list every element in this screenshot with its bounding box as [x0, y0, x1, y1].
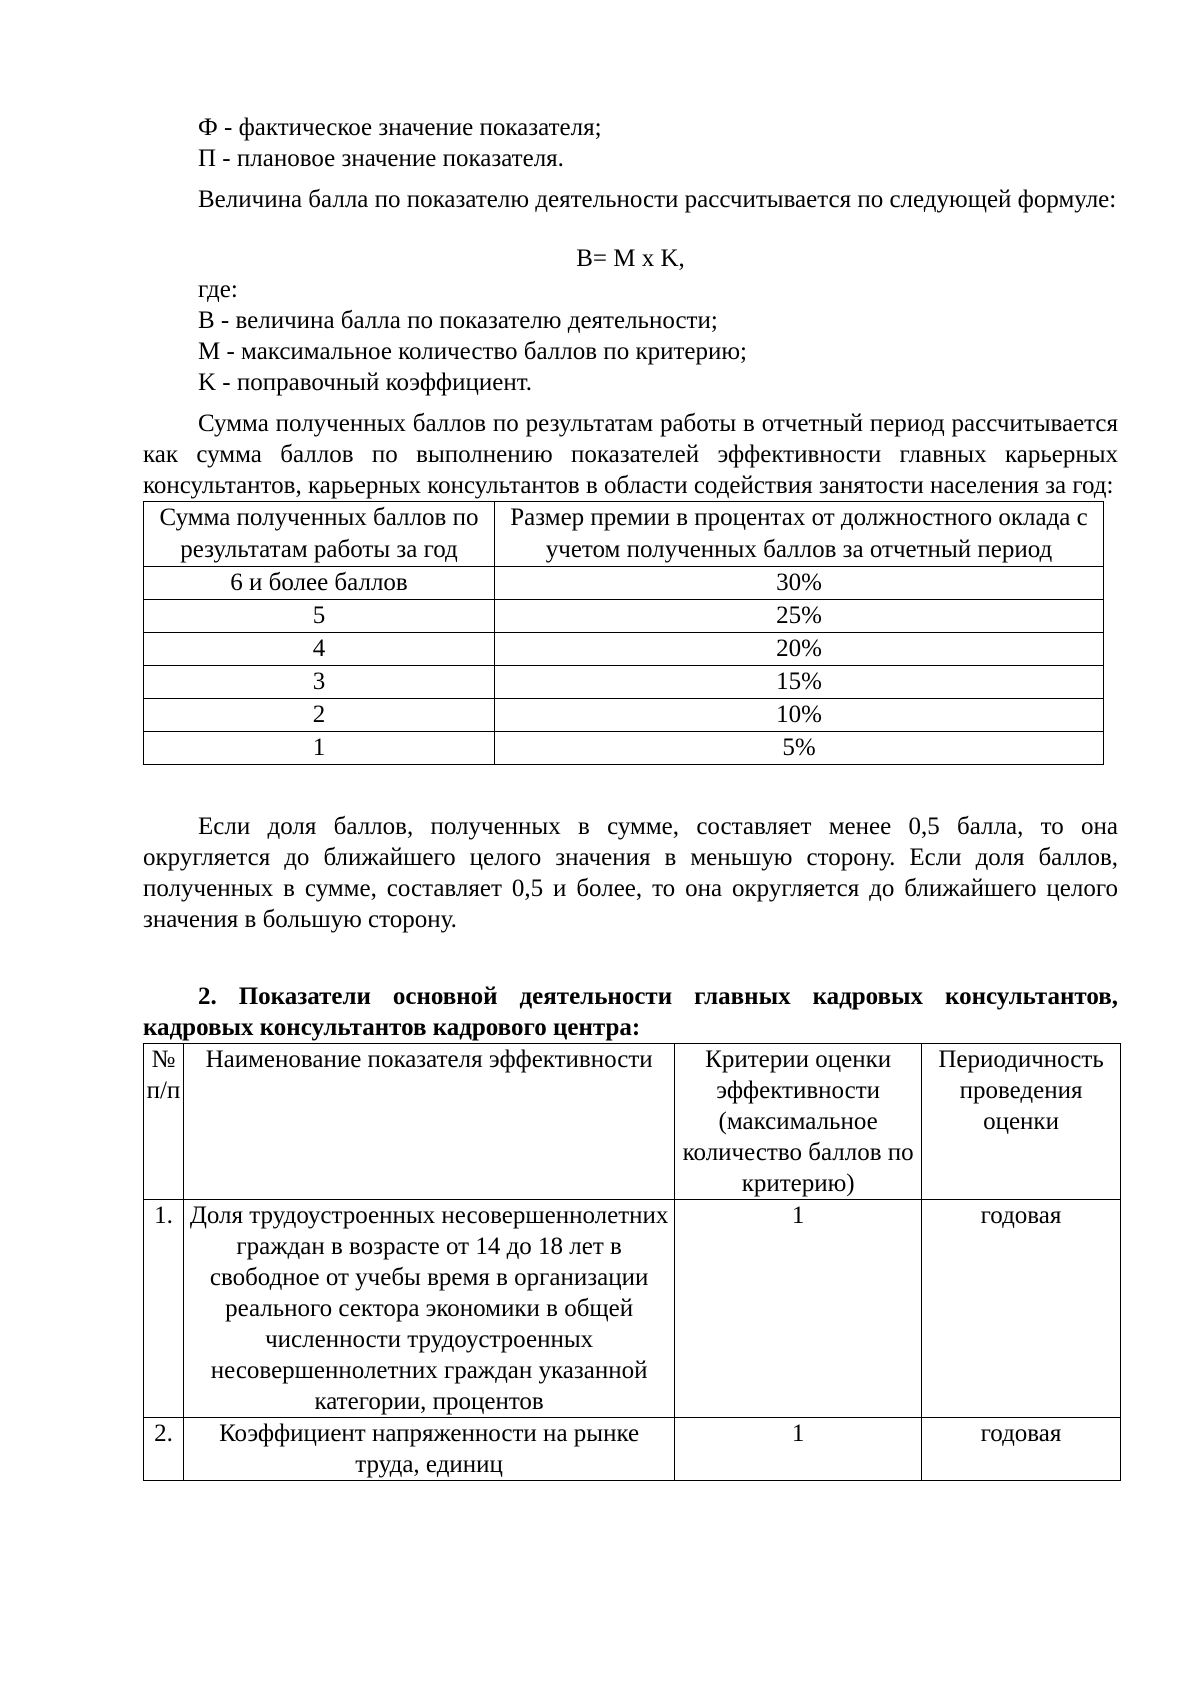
section-heading: 2. Показатели основной деятельности главных кадровых консультантов, кадровых консультантов кадрового центра: — [143, 983, 1118, 1041]
table-row — [144, 1200, 1121, 1418]
bonus-table-header-points: Сумма полученных баллов по результатам работы за год — [144, 502, 495, 567]
indicators-table-header-row — [144, 1044, 1121, 1200]
table-row — [144, 699, 1104, 732]
bonus-percent-cell: 30% — [495, 567, 1104, 600]
bonus-points-cell: 2 — [144, 699, 495, 732]
indicator-period-cell: годовая — [922, 1200, 1121, 1418]
bonus-percent-cell: 25% — [495, 600, 1104, 633]
bonus-table — [143, 501, 1104, 765]
indicators-header-criteria: Критерии оценки эффективности (максимальное количество баллов по критерию) — [675, 1044, 922, 1200]
rounding-paragraph: Если доля баллов, полученных в сумме, составляет менее 0,5 балла, то она округляется до ближайшего целого значения в меньшую сторону. Если доля баллов, полученных в сумме, составляет 0,5 и более, то она округляется до ближайшего целого значения в большую сторону. — [143, 813, 1118, 933]
bonus-points-cell: 5 — [144, 600, 495, 633]
formula: B= M x K, — [576, 245, 685, 272]
where-line-k: K - поправочный коэффициент. — [198, 369, 533, 396]
indicators-header-number: № п/п — [144, 1044, 184, 1200]
bonus-points-cell: 1 — [144, 732, 495, 765]
indicator-criteria-cell: 1 — [675, 1200, 922, 1418]
indicator-number-cell: 2. — [144, 1418, 184, 1481]
where-line-b: B - величина балла по показателю деятельности; — [198, 307, 718, 334]
bonus-points-cell: 6 и более баллов — [144, 567, 495, 600]
table-row — [144, 1418, 1121, 1481]
table-row — [144, 732, 1104, 765]
table-row — [144, 567, 1104, 600]
indicator-criteria-cell: 1 — [675, 1418, 922, 1481]
indicators-table — [143, 1043, 1121, 1481]
where-label: где: — [198, 276, 238, 303]
bonus-table-header-row — [144, 502, 1104, 567]
formula-paragraph: Величина балла по показателю деятельности рассчитывается по следующей формуле: — [198, 186, 1117, 213]
intro-line-plan: П - плановое значение показателя. — [198, 145, 564, 172]
document-page — [143, 112, 1118, 1481]
table-row — [144, 666, 1104, 699]
indicator-number-cell: 1. — [144, 1200, 184, 1418]
bonus-percent-cell: 20% — [495, 633, 1104, 666]
indicators-header-period: Периодичность проведения оценки — [922, 1044, 1121, 1200]
bonus-percent-cell: 5% — [495, 732, 1104, 765]
bonus-points-cell: 4 — [144, 633, 495, 666]
bonus-table-header-percent: Размер премии в процентах от должностного оклада с учетом полученных баллов за отчетный период — [495, 502, 1104, 567]
table-row — [144, 633, 1104, 666]
indicator-name-cell: Коэффициент напряженности на рынке труда, единиц — [183, 1418, 674, 1481]
table-row — [144, 600, 1104, 633]
bonus-percent-cell: 15% — [495, 666, 1104, 699]
bonus-percent-cell: 10% — [495, 699, 1104, 732]
intro-line-fact: Ф - фактическое значение показателя; — [198, 114, 602, 141]
where-line-m: M - максимальное количество баллов по критерию; — [198, 338, 747, 365]
indicators-header-name: Наименование показателя эффективности — [183, 1044, 674, 1200]
indicator-name-cell: Доля трудоустроенных несовершеннолетних граждан в возрасте от 14 до 18 лет в свободное от учебы время в организации реального сектора экономики в общей численности трудоустроенных несовершеннолетних граждан указанной категории, процентов — [183, 1200, 674, 1418]
sum-paragraph: Сумма полученных баллов по результатам работы в отчетный период рассчитывается как сумма баллов по выполнению показателей эффективности главных карьерных консультантов, карьерных консультантов в области содействия занятости населения за год: — [143, 410, 1118, 499]
indicator-period-cell: годовая — [922, 1418, 1121, 1481]
bonus-points-cell: 3 — [144, 666, 495, 699]
